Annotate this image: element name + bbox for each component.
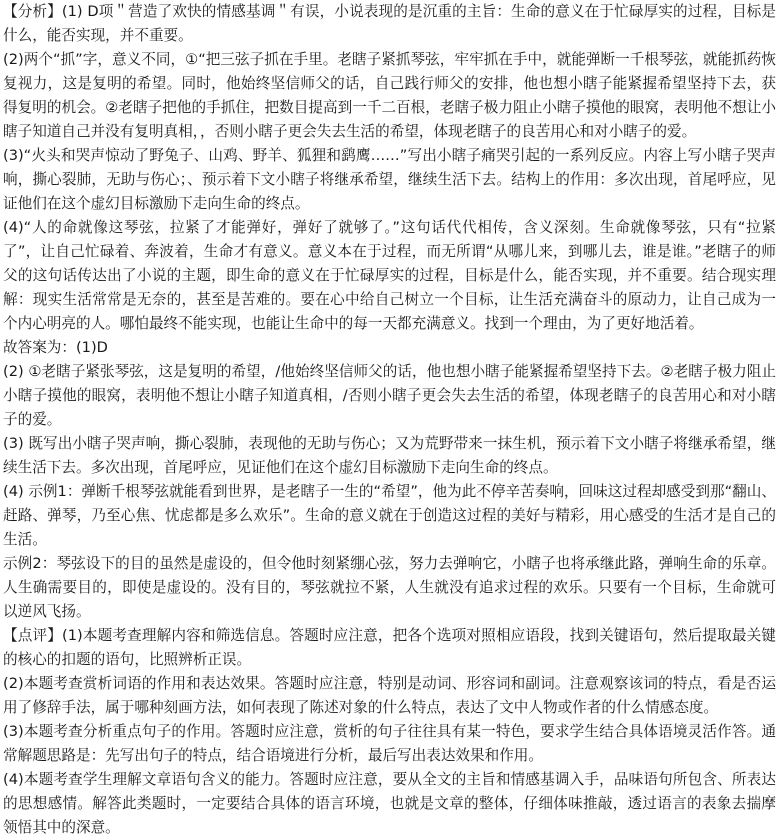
analysis-part-2: (2)两个“抓”字，意义不同，①“把三弦子抓在手里。老瞎子紧抓琴弦，牢牢抓在手中，就能弹断一千根琴弦，就能抓药恢复视力，这是复明的希望。同时，他始终坚信师父的话，自己践行师父的安排，他也想小瞎子能紧握希望坚持下去，获得复明的机会。②老瞎子把他的手抓住，把数目提高到一千二百根，老瞎子极力阻止小瞎子摸他的眼窝，表明他不想让小瞎子知道自己并没有复明真相，，否则小瞎子更会失去生活的希望，体现老瞎子的良苦用心和对小瞎子的爱。 xyxy=(3,51,776,140)
comment-part-3: (3)本题考查分析重点句子的作用。答题时应注意，赏析的句子往往具有某一特色，要求学生结合具体语境灵活作答。通常解题思路是：先写出句子的特点，结合语境进行分析，最后写出表达效果和作用。 xyxy=(3,723,776,764)
answer-part-3: (3) 既写出小瞎子哭声响，撕心裂肺，表现他的无助与伤心；又为荒野带来一抹生机，预示着下文小瞎子将继承希望，继续生活下去。多次出现，首尾呼应，见证他们在这个虚幻目标激励下走向生命的终点。 xyxy=(3,435,776,476)
answer-part-1: 故答案为：(1)D xyxy=(3,339,108,356)
comment-part-2: (2)本题考查赏析词语的作用和表达效果。答题时应注意，特别是动词、形容词和副词。注意观察该词的特点，看是否运用了修辞手法，属于哪种刻画方法，如何表现了陈述对象的什么特点，表达了文中人物或作者的什么情感态度。 xyxy=(3,675,776,716)
comment-part-1: 【点评】(1)本题考查理解内容和筛选信息。答题时应注意，把各个选项对照相应语段，找到关键语句，然后提取最关键的核心的扣题的语句，比照辨析正误。 xyxy=(3,627,776,668)
solution-document xyxy=(3,0,776,840)
answer-part-4-example-1: (4) 示例1：弹断千根琴弦就能看到世界，是老瞎子一生的“希望”，他为此不停辛苦奏响，回味这过程却感受到那“翻山、赶路、弹琴，乃至心焦、忧虑都是多么欢乐”。生命的意义就在于创造这过程的美好与精彩，用心感受的生活才是自己的生活。 xyxy=(3,483,776,548)
comment-part-4: (4)本题考查学生理解文章语句含义的能力。答题时应注意，要从全文的主旨和情感基调入手，品味语句所包含、所表达的思想感情。解答此类题时，一定要结合具体的语言环境，也就是文章的整体，仔细体味推敲，透过语言的表象去揣摩领悟其中的深意。 xyxy=(3,771,776,836)
answer-part-4-example-2: 示例2：琴弦设下的目的虽然是虚设的，但令他时刻紧绷心弦，努力去弹响它，小瞎子也将承继此路，弹响生命的乐章。人生确需要目的，即使是虚设的。没有目的，琴弦就拉不紧，人生就没有追求过程的欢乐。只要有一个目标，生命就可以逆风飞扬。 xyxy=(3,555,776,620)
answer-part-2: (2) ①老瞎子紧张琴弦，这是复明的希望，/他始终坚信师父的话，他也想小瞎子能紧握希望坚持下去。②老瞎子极力阻止小瞎子摸他的眼窝，表明他不想让小瞎子知道真相，/否则小瞎子更会失去生活的希望，体现老瞎子的良苦用心和对小瞎子的爱。 xyxy=(3,363,776,428)
analysis-part-4: (4)“人的命就像这琴弦，拉紧了才能弹好，弹好了就够了。”这句话代代相传，含义深刻。生命就像琴弦，只有“拉紧了”，让自己忙碌着、奔波着，生命才有意义。意义本在于过程，而无所谓“从哪儿来，到哪儿去，谁是谁。”老瞎子的师父的这句话传达出了小说的主题，即生命的意义在于忙碌厚实的过程，目标是什么，能否实现，并不重要。结合现实理解：现实生活常常是无奈的，甚至是苦难的。要在心中给自己树立一个目标，让生活充满奋斗的原动力，让自己成为一个内心明亮的人。哪怕最终不能实现，也能让生命中的每一天都充满意义。找到一个理由，为了更好地活着。 xyxy=(3,219,776,332)
analysis-part-3: (3)“火头和哭声惊动了野兔子、山鸡、野羊、狐狸和鹞鹰……”写出小瞎子痛哭引起的一系列反应。内容上写小瞎子哭声响，撕心裂肺，无助与伤心；、预示着下文小瞎子将继承希望，继续生活下去。结构上的作用：多次出现，首尾呼应，见证他们在这个虚幻目标激励下走向生命的终点。 xyxy=(3,147,776,212)
analysis-part-1: 【分析】(1) D项＂营造了欢快的情感基调＂有误，小说表现的是沉重的主旨：生命的意义在于忙碌厚实的过程，目标是什么，能否实现，并不重要。 xyxy=(3,3,776,44)
